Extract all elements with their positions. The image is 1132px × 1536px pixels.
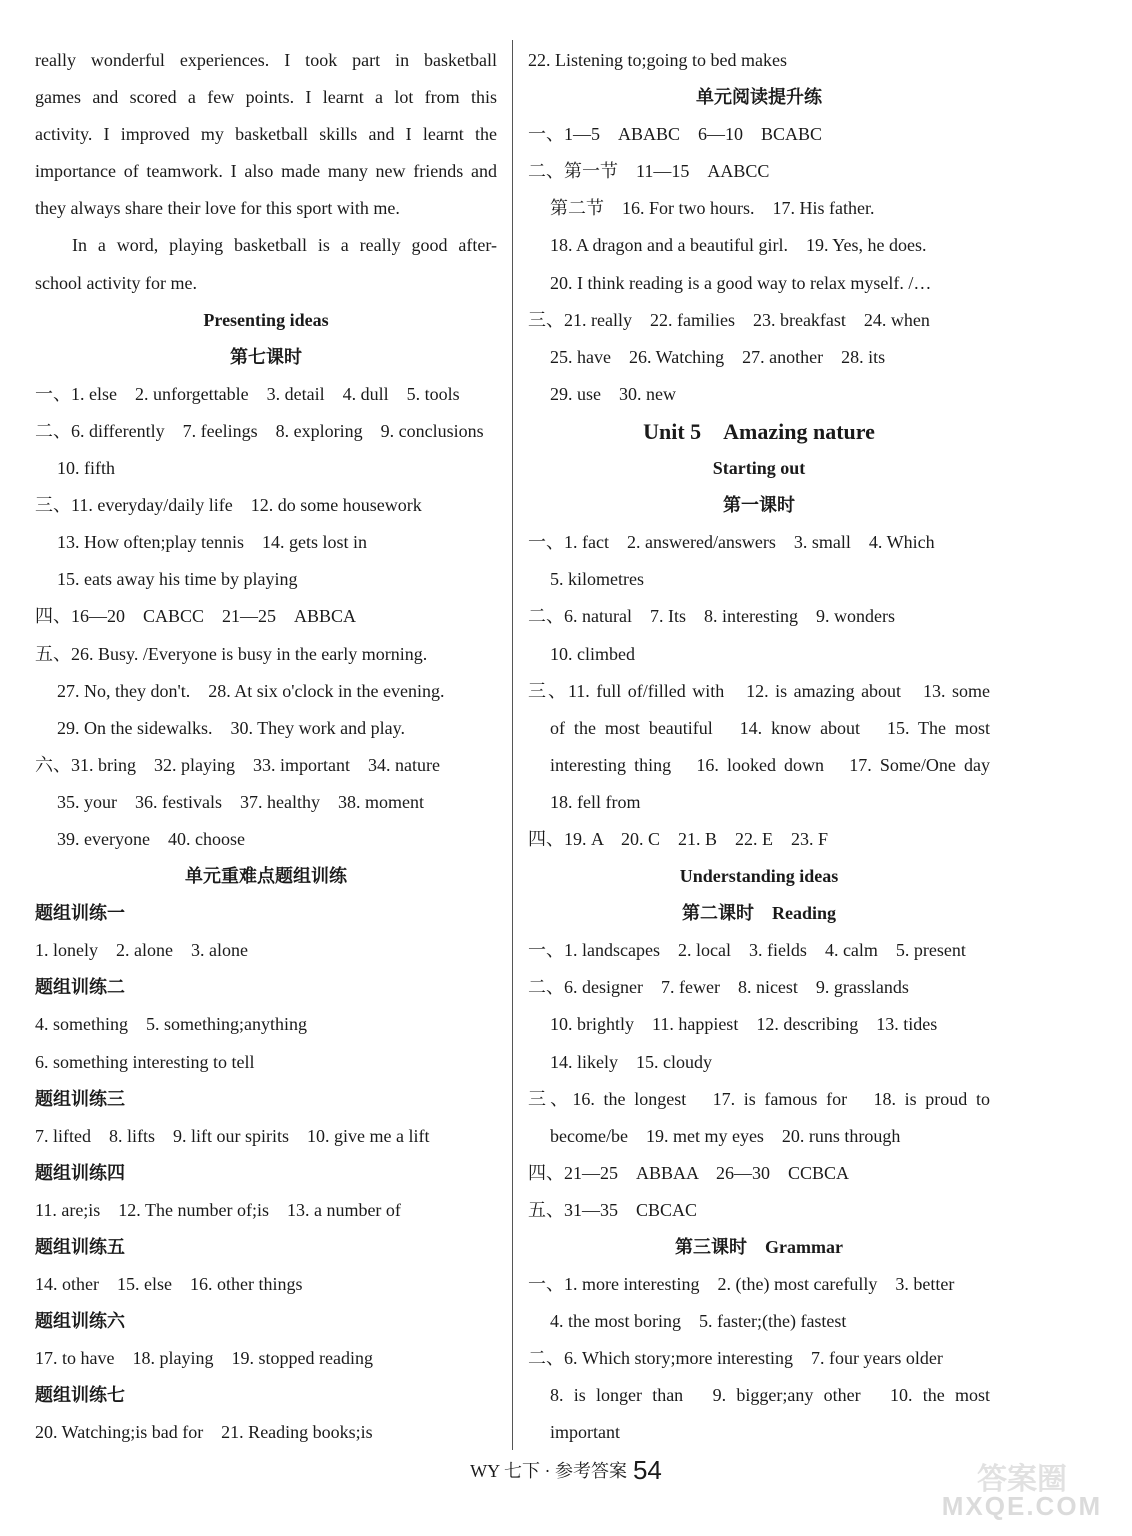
answer-line: of the most beautiful 14. know about 15. The most xyxy=(550,717,990,738)
answer-line: 第二节 16. For two hours. 17. His father. xyxy=(550,198,875,219)
answer-line: really wonderful experiences. I took part in basketball xyxy=(35,50,497,70)
answer-line: important xyxy=(550,1422,620,1443)
answer-line: 二、第一节 11—15 AABCC xyxy=(528,161,770,182)
answer-line: 6. something interesting to tell xyxy=(35,1051,255,1072)
column-divider xyxy=(512,40,513,1450)
answer-line: 一、1. fact 2. answered/answers 3. small 4. Which xyxy=(528,532,935,553)
answer-line: 4. something 5. something;anything xyxy=(35,1014,307,1035)
answer-line: they always share their love for this sport with me. xyxy=(35,198,400,219)
answer-line: 第二课时 Reading xyxy=(681,903,836,924)
answer-line: 三、11. full of/filled with 12. is amazing about 13. some xyxy=(528,680,990,701)
answer-line: 题组训练一 xyxy=(35,903,125,924)
answer-line: school activity for me. xyxy=(35,272,197,293)
answer-line: 20. I think reading is a good way to relax myself. /… xyxy=(550,272,932,293)
answer-line: 29. On the sidewalks. 30. They work and play. xyxy=(57,717,405,738)
answer-line: 三、16. the longest 17. is famous for 18. is proud to xyxy=(528,1088,990,1109)
answer-line: activity. I improved my basketball skills and I learnt the xyxy=(35,124,497,145)
answer-line: Unit 5 Amazing nature xyxy=(643,418,875,444)
answer-line: 题组训练四 xyxy=(35,1162,125,1183)
answer-line: 五、26. Busy. /Everyone is busy in the early morning. xyxy=(35,643,428,664)
right-column xyxy=(528,42,990,1452)
answer-line: 39. everyone 40. choose xyxy=(57,828,245,849)
answer-line: 35. your 36. festivals 37. healthy 38. moment xyxy=(57,791,424,812)
answer-line: 13. How often;play tennis 14. gets lost in xyxy=(57,532,367,553)
answer-line: 18. A dragon and a beautiful girl. 19. Yes, he does. xyxy=(550,235,927,256)
answer-line: 8. is longer than 9. bigger;any other 10. the most xyxy=(550,1385,990,1406)
answer-line: 四、19. A 20. C 21. B 22. E 23. F xyxy=(528,828,829,849)
answer-line: 题组训练五 xyxy=(35,1237,125,1257)
answer-line: 题组训练七 xyxy=(35,1385,125,1406)
answer-line: 25. have 26. Watching 27. another 28. its xyxy=(550,346,886,367)
answer-line: 10. fifth xyxy=(57,458,115,479)
answer-line: 5. kilometres xyxy=(550,569,644,590)
answer-line: Starting out xyxy=(712,458,806,479)
left-column xyxy=(35,42,497,1452)
answer-line: Understanding ideas xyxy=(679,866,839,887)
answer-line: 单元重难点题组训练 xyxy=(185,866,347,887)
answer-line: 14. other 15. else 16. other things xyxy=(35,1274,303,1295)
answer-line: 10. brightly 11. happiest 12. describing 13. tides xyxy=(550,1014,938,1035)
answer-line: 4. the most boring 5. faster;(the) fastest xyxy=(550,1311,847,1332)
answer-line: 四、21—25 ABBAA 26—30 CCBCA xyxy=(528,1162,850,1183)
answer-line: 20. Watching;is bad for 21. Reading books;is xyxy=(35,1422,373,1443)
answer-line: 一、1—5 ABABC 6—10 BCABC xyxy=(528,124,823,145)
answer-line: 第一课时 xyxy=(723,495,795,516)
answer-line: 六、31. bring 32. playing 33. important 34. nature xyxy=(35,754,440,775)
answer-line: 三、11. everyday/daily life 12. do some housework xyxy=(35,495,422,516)
answer-line: 11. are;is 12. The number of;is 13. a number of xyxy=(35,1199,401,1220)
answer-line: 17. to have 18. playing 19. stopped reading xyxy=(35,1348,373,1369)
answer-line: 题组训练三 xyxy=(35,1088,125,1109)
answer-line: games and scored a few points. I learnt a lot from this xyxy=(35,87,497,108)
answer-line: 22. Listening to;going to bed makes xyxy=(528,50,787,70)
watermark-url: MXQE.COM xyxy=(941,1491,1103,1521)
answer-line: 一、1. more interesting 2. (the) most carefully 3. better xyxy=(528,1274,955,1295)
answer-line: 三、21. really 22. families 23. breakfast 24. when xyxy=(528,309,930,330)
answer-line: 四、16—20 CABCC 21—25 ABBCA xyxy=(35,606,357,627)
answer-line: 29. use 30. new xyxy=(550,383,676,404)
watermark-logo xyxy=(932,1454,1112,1526)
answer-line: 五、31—35 CBCAC xyxy=(528,1199,698,1220)
answer-line: 第七课时 xyxy=(230,346,302,367)
answer-line: 15. eats away his time by playing xyxy=(57,569,298,590)
answer-line: Presenting ideas xyxy=(203,309,329,330)
answer-line: 18. fell from xyxy=(550,791,641,812)
answer-line: In a word, playing basketball is a really good after- xyxy=(72,235,497,256)
answer-line: 14. likely 15. cloudy xyxy=(550,1051,712,1072)
answer-line: 单元阅读提升练 xyxy=(696,87,822,108)
answer-line: 27. No, they don't. 28. At six o'clock in the evening. xyxy=(57,680,445,701)
answer-line: 一、1. landscapes 2. local 3. fields 4. calm 5. present xyxy=(528,940,966,961)
answer-line: 7. lifted 8. lifts 9. lift our spirits 10. give me a lift xyxy=(35,1125,430,1146)
answer-line: interesting thing 16. looked down 17. Some/One day xyxy=(550,754,990,775)
answer-line: 第三课时 Grammar xyxy=(675,1237,843,1257)
answer-line: 二、6. differently 7. feelings 8. exploring 9. conclusions xyxy=(35,420,484,441)
answer-line: 题组训练六 xyxy=(35,1311,125,1332)
answer-line: 10. climbed xyxy=(550,643,635,664)
answer-line: 二、6. designer 7. fewer 8. nicest 9. grasslands xyxy=(528,977,909,998)
answer-line: importance of teamwork. I also made many new friends and xyxy=(35,161,497,182)
answer-line: 题组训练二 xyxy=(35,977,125,998)
answer-line: 二、6. Which story;more interesting 7. four years older xyxy=(528,1348,943,1369)
footer-label: WY 七下 · 参考答案 xyxy=(470,1461,627,1481)
answer-line: 一、1. else 2. unforgettable 3. detail 4. dull 5. tools xyxy=(35,383,460,404)
answer-line: become/be 19. met my eyes 20. runs through xyxy=(550,1125,901,1146)
page-number: 54 xyxy=(632,1455,662,1485)
answer-line: 二、6. natural 7. Its 8. interesting 9. wonders xyxy=(528,606,895,627)
answer-line: 1. lonely 2. alone 3. alone xyxy=(35,940,248,961)
watermark-title: 答案圈 xyxy=(977,1462,1067,1497)
